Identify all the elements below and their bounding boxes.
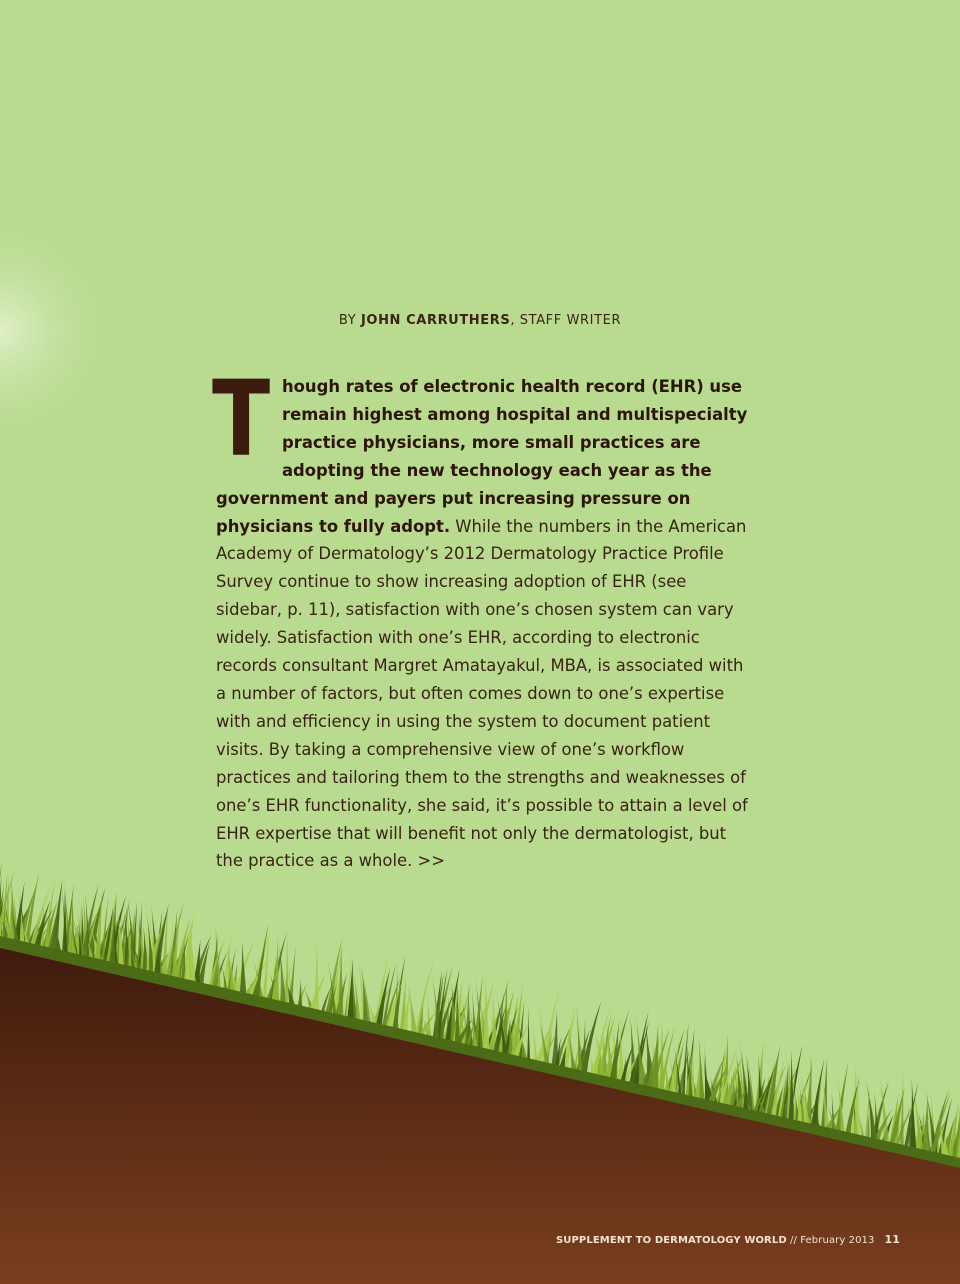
grass-blade	[313, 940, 320, 1015]
grass-blade	[285, 930, 289, 1009]
grass-blade	[704, 1054, 709, 1106]
lead-paragraph: hough rates of electronic health record (EHR) use remain highest among hospital and multispecialty practice physicians, more small practices are adopting the new technology each year as the government and payers put increasing pressure on physicians to fully adopt.	[216, 377, 748, 536]
byline-prefix: BY	[338, 313, 357, 328]
page-footer	[556, 1233, 900, 1246]
page-number: 11	[884, 1233, 900, 1246]
byline	[0, 313, 960, 328]
grass-blade	[576, 1002, 582, 1076]
issue-date: February 2013	[800, 1235, 875, 1246]
article-body	[212, 358, 756, 875]
byline-author: JOHN CARRUTHERS	[360, 313, 511, 328]
footer-separator: //	[786, 1235, 801, 1246]
publication-name: SUPPLEMENT TO DERMATOLOGY WORLD	[555, 1235, 787, 1246]
grass-blade	[527, 1006, 530, 1065]
light-glow	[0, 30, 100, 630]
body-text: While the numbers in the American Academy of Dermatology’s 2012 Dermatology Practice Profile Survey continue to show increasing adoption of EHR (see sidebar, p. 11), satisfaction with one’s chosen system can vary widely. Satisfaction with one’s EHR, according to electronic records consultant Margret Amatayakul, MBA, is associated with a number of factors, but often comes down to one’s expertise with and efficiency in using the system to document patient visits. By taking a comprehensive view of one’s workflow practices and tailoring them to the strengths and weaknesses of one’s EHR functionality, she said, it’s possible to attain a level of EHR expertise that will benefit not only the dermatologist, but the practice as a whole. >>	[216, 516, 748, 871]
grass-blade	[239, 942, 247, 999]
drop-cap: T	[212, 358, 271, 480]
byline-role: , STAFF WRITER	[510, 313, 622, 328]
